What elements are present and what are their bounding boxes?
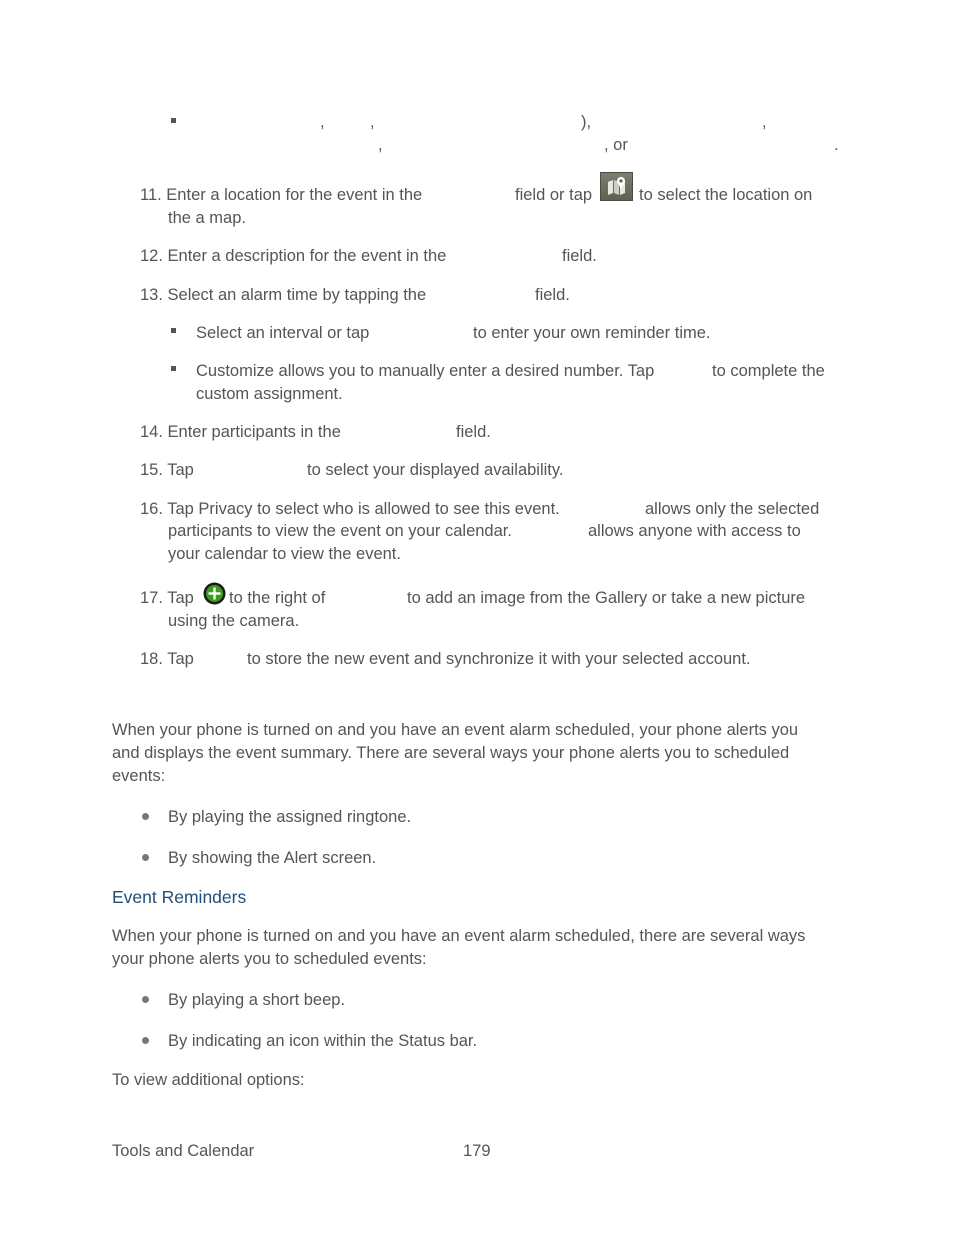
step-17-text: to the right of (229, 589, 326, 607)
fragment-text: . (834, 136, 839, 154)
step-16-text: participants to view the event on your calendar. (168, 522, 512, 540)
bullet-dot (142, 1037, 149, 1044)
alerts-paragraph: and displays the event summary. There are several ways your phone alerts you to scheduled (112, 744, 790, 762)
step-13-sub-text: custom assignment. (196, 385, 343, 403)
bullet-square (171, 328, 176, 333)
footer-section: Tools and Calendar (112, 1142, 255, 1160)
step-18-text: 18. Tap (140, 650, 194, 668)
step-15-text: to select your displayed availability. (307, 461, 564, 479)
bullet-dot (142, 854, 149, 861)
fragment-text: , (320, 113, 325, 131)
view-options-text: To view additional options: (112, 1071, 305, 1089)
step-18-text: to store the new event and synchronize it with your selected account. (247, 650, 751, 668)
page-number: 179 (463, 1142, 491, 1160)
step-16-text: allows only the selected (645, 500, 820, 518)
alerts-paragraph: When your phone is turned on and you have an event alarm scheduled, your phone alerts you (112, 721, 799, 739)
bullet-square (171, 118, 176, 123)
step-17-text: 17. Tap (140, 589, 194, 607)
map-location-icon (600, 172, 633, 201)
reminders-paragraph: When your phone is turned on and you have an event alarm scheduled, there are several ways (112, 927, 806, 945)
add-circle-icon (203, 582, 226, 605)
step-11-text: to select the location on (639, 186, 813, 204)
step-13-sub-text: Select an interval or tap (196, 324, 370, 342)
alerts-bullet: By playing the assigned ringtone. (168, 808, 412, 826)
step-11-text: field or tap (515, 186, 593, 204)
step-16-text: your calendar to view the event. (168, 545, 401, 563)
section-heading: Event Reminders (112, 887, 247, 907)
reminders-paragraph: your phone alerts you to scheduled events: (112, 950, 427, 968)
reminders-bullet: By indicating an icon within the Status bar. (168, 1032, 478, 1050)
fragment-text: ), (581, 113, 592, 131)
bullet-square (171, 366, 176, 371)
step-16-text: 16. Tap Privacy to select who is allowed to see this event. (140, 500, 560, 518)
fragment-text: , (762, 113, 767, 131)
step-17-text: using the camera. (168, 612, 300, 630)
step-13-text: field. (535, 286, 570, 304)
step-11-text: 11. Enter a location for the event in the (140, 186, 423, 204)
step-15-text: 15. Tap (140, 461, 194, 479)
step-13-sub-text: to complete the (712, 362, 825, 380)
step-12-text: 12. Enter a description for the event in the (140, 247, 447, 265)
step-14-text: field. (456, 423, 491, 441)
step-16-text: allows anyone with access to (588, 522, 801, 540)
step-17-text: to add an image from the Gallery or take a new picture (407, 589, 806, 607)
fragment-text: , (370, 113, 375, 131)
step-13-sub-text: to enter your own reminder time. (473, 324, 711, 342)
alerts-bullet: By showing the Alert screen. (168, 849, 377, 867)
fragment-text: , or (604, 136, 628, 154)
step-14-text: 14. Enter participants in the (140, 423, 341, 441)
step-11-text: the a map. (168, 209, 246, 227)
reminders-bullet: By playing a short beep. (168, 991, 346, 1009)
bullet-dot (142, 813, 149, 820)
step-13-text: 13. Select an alarm time by tapping the (140, 286, 427, 304)
alerts-paragraph: events: (112, 767, 166, 785)
step-12-text: field. (562, 247, 597, 265)
fragment-text: , (378, 136, 383, 154)
step-13-sub-text: Customize allows you to manually enter a desired number. Tap (196, 362, 655, 380)
bullet-dot (142, 996, 149, 1003)
